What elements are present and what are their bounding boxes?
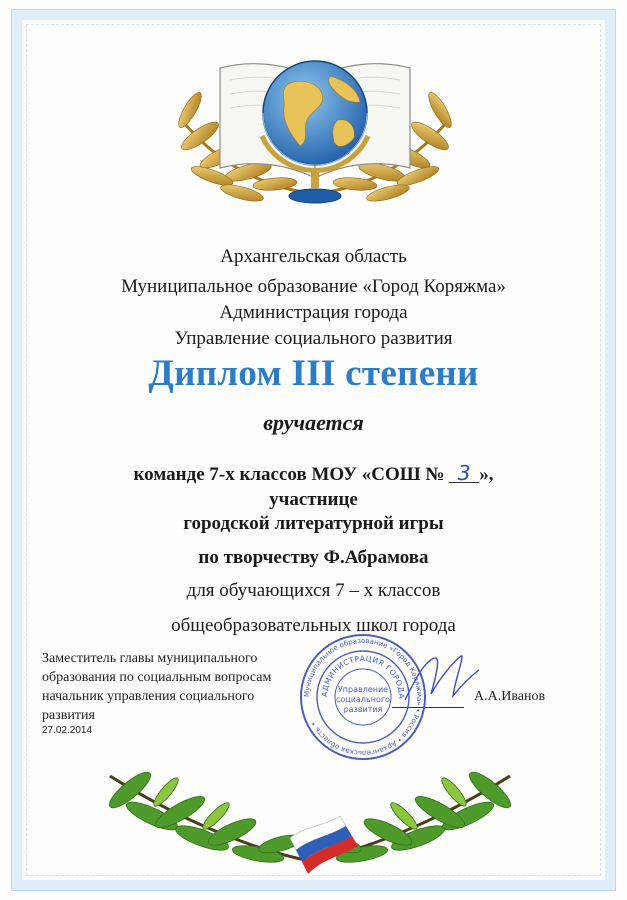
laurel-branches (90, 746, 530, 876)
signatory-position (42, 649, 302, 725)
schools-line: общеобразовательных школ города (171, 615, 456, 636)
stamp-ring-text: Муниципальное образование «Город Коряжма» • Россия • Архангельская область • (302, 636, 424, 758)
stamp-center-3: развития (343, 705, 383, 714)
signatory-line-2: образования по социальным вопросам (42, 670, 272, 685)
department-name: Управление социального развития (174, 328, 453, 349)
team-suffix: », (479, 464, 494, 485)
stamp-center-2: социального (336, 695, 390, 704)
participant-line: участнице (269, 489, 358, 510)
issue-date: 27.02.2014 (42, 725, 93, 736)
signatory-name: А.А.Иванов (474, 689, 546, 704)
signatory-line-1: Заместитель главы муниципального (42, 651, 258, 666)
work-line: по творчеству Ф.Абрамова (198, 547, 429, 568)
signatory-line-3: начальник управления социального развития (42, 689, 255, 723)
stamp-inner-ring: АДМИНИСТРАЦИЯ ГОРОДА (319, 653, 407, 700)
globe-book-emblem (150, 18, 480, 228)
school-number: 3 (449, 464, 479, 483)
event-line: городской литературной игры (183, 513, 444, 534)
handwritten-signature (395, 650, 485, 710)
administration-name: Администрация города (219, 302, 408, 323)
stamp-center-1: Управление (337, 685, 389, 694)
team-line (0, 461, 627, 486)
municipality-name: Муниципальное образование «Город Коряжма» (121, 276, 506, 297)
students-line: для обучающихся 7 – х классов (186, 580, 441, 601)
diploma-title: Диплом III степени (148, 353, 479, 394)
region-name: Архангельская область (220, 246, 407, 267)
awarded-caption: вручается (263, 410, 364, 435)
team-prefix: команде 7-х классов МОУ «СОШ № (133, 464, 450, 485)
